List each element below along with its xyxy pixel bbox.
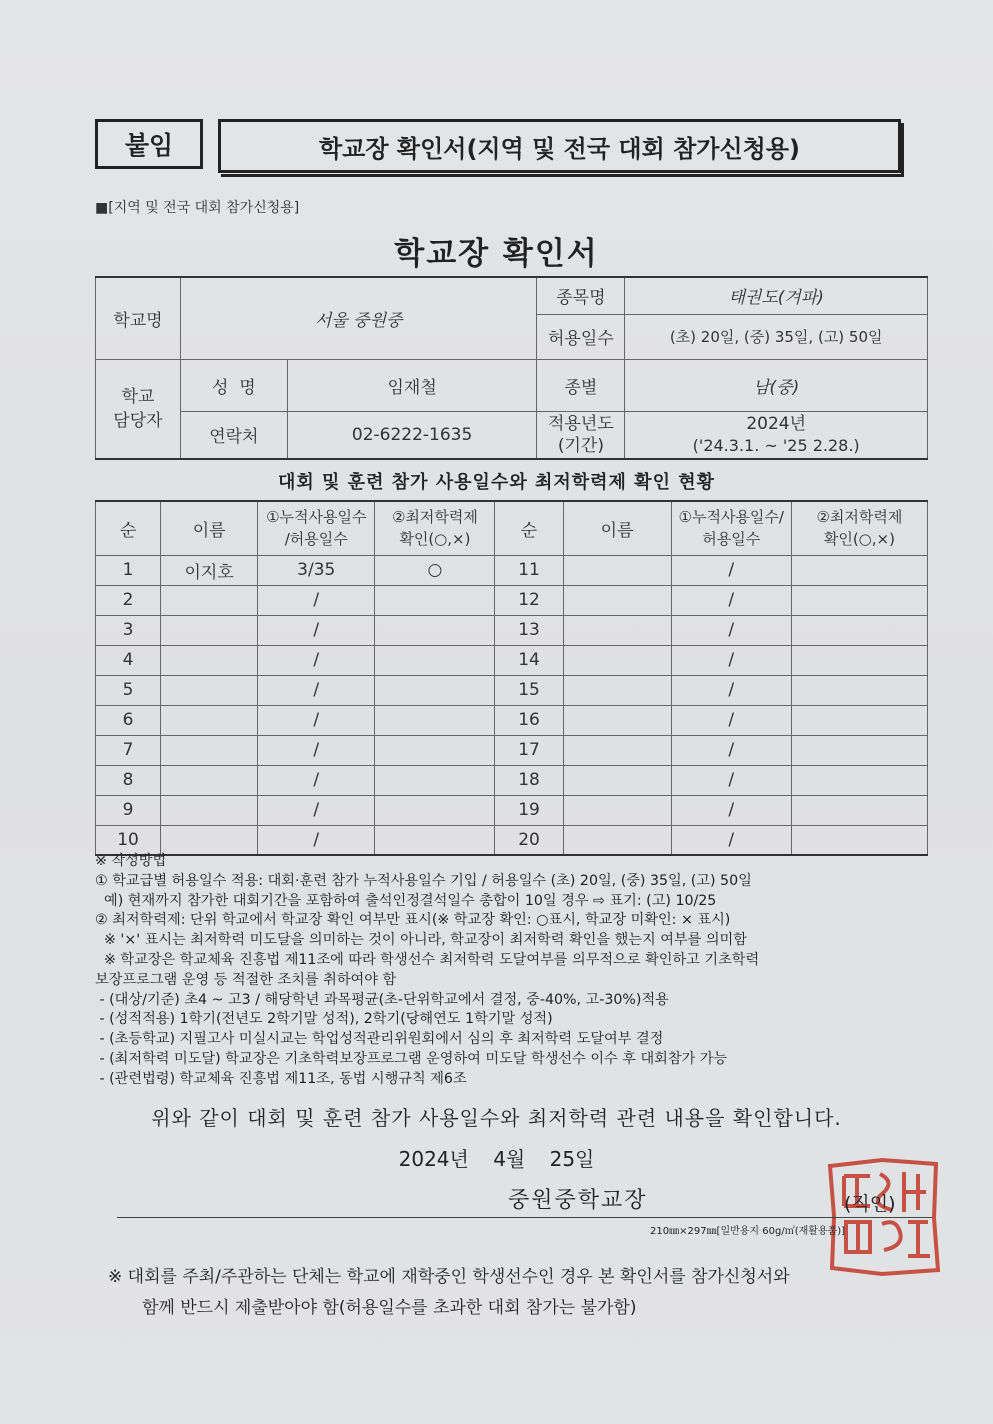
row-days-2: / (671, 825, 791, 855)
row-name (161, 615, 258, 645)
category-value: 남(중) (625, 359, 928, 411)
col-header-days: ①누적사용일수 /허용일수 (258, 501, 375, 555)
status-section-title: 대회 및 훈련 참가 사용일수와 최저학력제 확인 현황 (277, 472, 715, 493)
row-name (161, 675, 258, 705)
attachment-tag: 붙임 (95, 119, 203, 169)
row-name-2 (563, 765, 671, 795)
row-name-2 (563, 675, 671, 705)
col-header-days-2: ①누적사용일수/ 허용일수 (671, 501, 791, 555)
document-banner: 학교장 확인서(지역 및 전국 대회 참가신청용) (218, 119, 901, 173)
row-check-2 (791, 675, 927, 705)
year-cell (625, 411, 928, 459)
row-name-2 (563, 645, 671, 675)
row-check (375, 705, 495, 735)
contact-group-label: 학교 담당자 (96, 359, 181, 459)
row-no: 3 (96, 615, 161, 645)
row-days-2: / (671, 615, 791, 645)
row-check-2 (791, 795, 927, 825)
school-info-table (95, 276, 928, 460)
school-name-value: 서울 중원중 (180, 277, 537, 359)
issue-date: 2024년 4월 25일 (398, 1147, 595, 1171)
row-no: 7 (96, 735, 161, 765)
row-check (375, 765, 495, 795)
row-days-2: / (671, 585, 791, 615)
row-no-2: 17 (495, 735, 563, 765)
row-no: 4 (96, 645, 161, 675)
row-no: 6 (96, 705, 161, 735)
row-check: ○ (375, 555, 495, 585)
row-name-2 (563, 615, 671, 645)
paper-spec: 210㎜×297㎜[일반용지 60g/㎡(재활용품)] (650, 1226, 846, 1237)
row-days-2: / (671, 555, 791, 585)
row-check (375, 675, 495, 705)
table-row (96, 795, 928, 825)
allowed-days-value: (초) 20일, (중) 35일, (고) 50일 (625, 314, 928, 359)
row-days: / (258, 765, 375, 795)
note-line: - (최저학력 미도달) 학교장은 기초학력보장프로그램 운영하여 미도달 학생선수 이수 후 대회참가 가능 (95, 1050, 728, 1067)
row-days: / (258, 585, 375, 615)
table-row (96, 585, 928, 615)
note-line: ① 학교급별 허용일수 적용: 대회·훈련 참가 누적사용일수 기입 / 허용일수 (초) 20일, (중) 35일, (고) 50일 (95, 872, 752, 889)
row-check (375, 795, 495, 825)
note-line: ※ '×' 표시는 최저학력 미도달을 의미하는 것이 아니라, 학교장이 최저학력 확인을 했는지 여부를 의미함 (95, 932, 747, 949)
row-no-2: 11 (495, 555, 563, 585)
col-header-check: ②최저학력제 확인(○,×) (375, 501, 495, 555)
row-no-2: 15 (495, 675, 563, 705)
row-no-2: 20 (495, 825, 563, 855)
row-days-2: / (671, 675, 791, 705)
page-title: 학교장 확인서 (394, 236, 599, 272)
row-no: 9 (96, 795, 161, 825)
seal-label: (직인) (844, 1193, 896, 1215)
contact-name-value: 임재철 (287, 359, 537, 411)
row-check-2 (791, 705, 927, 735)
row-name (161, 585, 258, 615)
row-name (161, 825, 258, 855)
row-check-2 (791, 585, 927, 615)
row-check-2 (791, 735, 927, 765)
note-line: - (성적적용) 1학기(전년도 2학기말 성적), 2학기(당해연도 1학기말 성적) (95, 1011, 553, 1028)
row-check (375, 735, 495, 765)
row-no: 2 (96, 585, 161, 615)
row-no-2: 18 (495, 765, 563, 795)
row-check (375, 645, 495, 675)
row-no-2: 16 (495, 705, 563, 735)
contact-phone-value: 02-6222-1635 (287, 411, 537, 459)
row-days: 3/35 (258, 555, 375, 585)
note-line: - (관련법령) 학교체육 진흥법 제11조, 동법 시행규칙 제6조 (95, 1070, 467, 1087)
row-days: / (258, 645, 375, 675)
table-header-row (96, 501, 928, 555)
row-days: / (258, 615, 375, 645)
row-days-2: / (671, 705, 791, 735)
principal-title: 중원중학교장 (508, 1188, 648, 1213)
row-no: 8 (96, 765, 161, 795)
note-line: 보장프로그램 운영 등 적절한 조치를 취하여야 함 (95, 971, 397, 988)
row-no-2: 13 (495, 615, 563, 645)
note-line: ※ 학교장은 학교체육 진흥법 제11조에 따라 학생선수 최저학력 도달여부를 의무적으로 확인하고 기초학력 (95, 951, 760, 968)
table-row (96, 645, 928, 675)
note-line: - (초등학교) 지필고사 미실시교는 학업성적관리위원회에서 심의 후 최저학력 도달여부 결정 (95, 1031, 664, 1048)
col-header-no-2: 순 (495, 501, 563, 555)
divider (117, 1217, 932, 1218)
row-days: / (258, 675, 375, 705)
row-no: 5 (96, 675, 161, 705)
row-days-2: / (671, 795, 791, 825)
row-name (161, 765, 258, 795)
note-line: - (대상/기준) 초4 ~ 고3 / 해당학년 과목평균(초-단위학교에서 결정, 중-40%, 고-30%)적용 (95, 991, 669, 1008)
row-days: / (258, 705, 375, 735)
row-no-2: 19 (495, 795, 563, 825)
table-row (96, 675, 928, 705)
row-days-2: / (671, 765, 791, 795)
note-line: 예) 현재까지 참가한 대회기간을 포함하여 출석인정결석일수 총합이 10일 경우 ⇨ 표기: (고) 10/25 (95, 892, 717, 909)
form-subtitle: ■[지역 및 전국 대회 참가신청용] (95, 200, 300, 216)
row-days-2: / (671, 645, 791, 675)
row-check (375, 825, 495, 855)
instructions-notes (95, 852, 935, 1090)
year-period: ('24.3.1. ~ '25 2.28.) (692, 435, 860, 455)
row-check-2 (791, 555, 927, 585)
participation-status-table (95, 500, 928, 856)
row-days: / (258, 735, 375, 765)
school-name-label: 학교명 (96, 277, 181, 359)
row-name-2 (563, 825, 671, 855)
table-row (96, 555, 928, 585)
row-check (375, 615, 495, 645)
table-row (96, 825, 928, 855)
row-name: 이지호 (161, 555, 258, 585)
row-check-2 (791, 615, 927, 645)
table-row (96, 735, 928, 765)
sport-label: 종목명 (537, 277, 625, 314)
year-value: 2024년 (746, 413, 807, 434)
row-name-2 (563, 795, 671, 825)
row-check-2 (791, 645, 927, 675)
row-check-2 (791, 825, 927, 855)
row-name (161, 735, 258, 765)
table-row (96, 765, 928, 795)
confirmation-statement: 위와 같이 대회 및 훈련 참가 사용일수와 최저학력 관련 내용을 확인합니다. (151, 1106, 842, 1130)
row-check-2 (791, 765, 927, 795)
table-row (96, 615, 928, 645)
sport-value: 태권도(겨파) (625, 277, 928, 314)
col-header-name-2: 이름 (563, 501, 671, 555)
note-line: ※ 작성방법 (95, 853, 167, 869)
row-name-2 (563, 735, 671, 765)
contact-phone-label: 연락처 (180, 411, 287, 459)
table-row (96, 705, 928, 735)
row-check (375, 585, 495, 615)
footnote-line-2: 함께 반드시 제출받아야 함(허용일수를 초과한 대회 참가는 불가함) (142, 1298, 637, 1318)
row-no: 1 (96, 555, 161, 585)
footnote-line-1: ※ 대회를 주최/주관하는 단체는 학교에 재학중인 학생선수인 경우 본 확인서를 참가신청서와 (108, 1267, 790, 1287)
contact-name-label: 성 명 (180, 359, 287, 411)
row-name-2 (563, 585, 671, 615)
row-name (161, 795, 258, 825)
category-label: 종별 (537, 359, 625, 411)
allowed-days-label: 허용일수 (537, 314, 625, 359)
row-no-2: 14 (495, 645, 563, 675)
row-days-2: / (671, 735, 791, 765)
row-name (161, 645, 258, 675)
col-header-name: 이름 (161, 501, 258, 555)
row-name-2 (563, 705, 671, 735)
row-no-2: 12 (495, 585, 563, 615)
row-no: 10 (96, 825, 161, 855)
row-days: / (258, 825, 375, 855)
col-header-no: 순 (96, 501, 161, 555)
year-label: 적용년도 (기간) (537, 411, 625, 459)
row-name-2 (563, 555, 671, 585)
row-days: / (258, 795, 375, 825)
note-line: ② 최저학력제: 단위 학교에서 학교장 확인 여부만 표시(※ 학교장 확인: ○표시, 학교장 미확인: × 표시) (95, 912, 731, 929)
row-name (161, 705, 258, 735)
official-seal-stamp (822, 1152, 944, 1280)
footnote (108, 1262, 928, 1324)
col-header-check-2: ②최저학력제 확인(○,×) (791, 501, 927, 555)
